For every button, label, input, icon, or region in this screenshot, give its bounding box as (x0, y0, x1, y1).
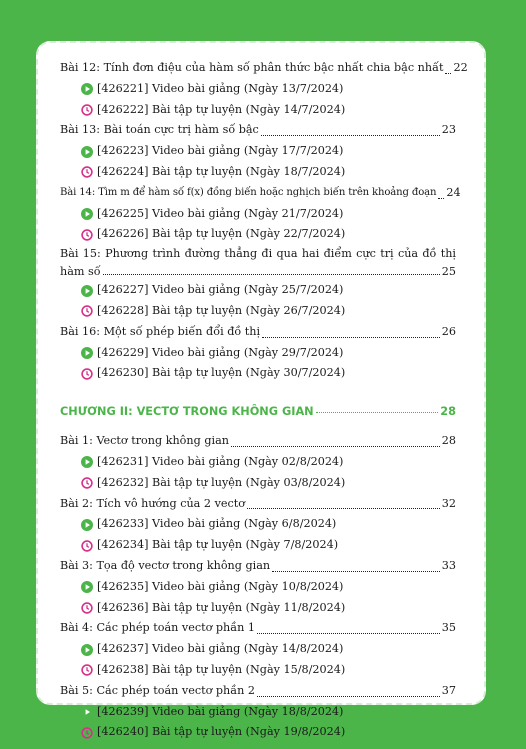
lesson-title: Bài 3: Tọa độ vectơ trong không gian (60, 558, 271, 572)
dot-leader (445, 73, 451, 74)
exercise-item-label: [426232] Bài tập tự luyện (Ngày 03/8/2024) (97, 475, 346, 489)
clock-icon (81, 368, 93, 380)
dot-leader (247, 508, 440, 509)
video-item[interactable] (60, 452, 456, 473)
video-item-label: [426231] Video bài giảng (Ngày 02/8/2024) (97, 454, 344, 468)
dot-leader (103, 274, 440, 275)
lesson-title-line1: Bài 15: Phương trình đường thẳng đi qua hai điểm cực trị của đồ thị (60, 247, 456, 261)
dot-leader (231, 446, 440, 447)
clock-icon (81, 229, 93, 241)
toc-entry[interactable] (60, 322, 456, 343)
toc-entry[interactable] (60, 494, 456, 515)
video-item[interactable] (60, 514, 456, 535)
chapter-heading[interactable] (60, 398, 456, 418)
lesson-title: Bài 12: Tính đơn điệu của hàm số phân thức bậc nhất chia bậc nhất (60, 61, 444, 74)
play-circle-icon (81, 456, 93, 468)
exercise-item-label: [426228] Bài tập tự luyện (Ngày 26/7/2024) (97, 303, 346, 317)
lesson-title: Bài 2: Tích vô hướng của 2 vectơ (60, 496, 246, 510)
video-item-label: [426239] Video bài giảng (Ngày 18/8/2024) (97, 704, 344, 718)
video-item-label: [426221] Video bài giảng (Ngày 13/7/2024) (97, 81, 344, 95)
page-number: 33 (441, 558, 456, 572)
exercise-item-label: [426222] Bài tập tự luyện (Ngày 14/7/2024) (97, 102, 346, 116)
lesson-title: Bài 16: Một số phép biến đổi đồ thị (60, 324, 261, 338)
exercise-item[interactable] (60, 473, 456, 494)
exercise-item-label: [426238] Bài tập tự luyện (Ngày 15/8/2024) (97, 662, 346, 676)
clock-icon (81, 305, 93, 317)
exercise-item-label: [426236] Bài tập tự luyện (Ngày 11/8/2024) (97, 600, 346, 614)
exercise-item-label: [426224] Bài tập tự luyện (Ngày 18/7/2024) (97, 164, 346, 178)
exercise-item-label: [426234] Bài tập tự luyện (Ngày 7/8/2024) (97, 538, 339, 552)
clock-icon (81, 477, 93, 489)
toc-entry[interactable] (60, 245, 456, 280)
exercise-item[interactable] (60, 535, 456, 556)
page-number: 25 (441, 264, 456, 278)
lesson-title: Bài 14: Tìm m để hàm số f(x) đồng biến hoặc nghịch biến trên khoảng đoạn (60, 186, 437, 198)
clock-icon (81, 727, 93, 739)
dot-leader (257, 633, 440, 634)
page-number: 35 (441, 621, 456, 635)
toc-content (60, 58, 468, 743)
play-circle-icon (81, 347, 93, 359)
lesson-title-line2: hàm số (60, 264, 101, 278)
video-item[interactable] (60, 204, 456, 225)
play-circle-icon (81, 581, 93, 593)
exercise-item[interactable] (60, 722, 456, 743)
dot-leader (438, 198, 444, 199)
lesson-title: Bài 1: Vectơ trong không gian (60, 434, 229, 448)
exercise-item-label: [426230] Bài tập tự luyện (Ngày 30/7/2024) (97, 366, 346, 380)
toc-entry[interactable] (60, 618, 456, 639)
toc-entry[interactable] (60, 120, 456, 141)
toc-entry[interactable] (60, 556, 456, 577)
exercise-item[interactable] (60, 224, 456, 245)
clock-icon (81, 540, 93, 552)
video-item-label: [426225] Video bài giảng (Ngày 21/7/2024) (97, 206, 344, 220)
toc-page (36, 41, 486, 739)
page-number: 37 (441, 683, 456, 697)
video-item[interactable] (60, 280, 456, 301)
video-item[interactable] (60, 639, 456, 660)
exercise-item[interactable] (60, 301, 456, 322)
toc-entry[interactable] (60, 183, 461, 204)
page-number: 28 (441, 434, 456, 448)
play-circle-icon (81, 519, 93, 531)
video-item-label: [426229] Video bài giảng (Ngày 29/7/2024) (97, 345, 344, 359)
dot-leader (316, 412, 439, 413)
exercise-item[interactable] (60, 100, 456, 121)
play-circle-icon (81, 644, 93, 656)
toc-entry[interactable] (60, 58, 468, 79)
page-number: 22 (453, 61, 468, 74)
exercise-item-label: [426226] Bài tập tự luyện (Ngày 22/7/2024) (97, 227, 346, 241)
lesson-title: Bài 13: Bài toán cực trị hàm số bậc (60, 123, 259, 137)
lesson-title: Bài 4: Các phép toán vectơ phần 1 (60, 621, 255, 635)
chapter-title: CHƯƠNG II: VECTƠ TRONG KHÔNG GIAN (60, 405, 314, 419)
toc-entry[interactable] (60, 681, 456, 702)
page-number: 32 (441, 496, 456, 510)
exercise-item[interactable] (60, 363, 456, 384)
play-circle-icon (81, 285, 93, 297)
dot-leader (272, 571, 440, 572)
video-item[interactable] (60, 343, 456, 364)
lesson-title: Bài 5: Các phép toán vectơ phần 2 (60, 683, 255, 697)
play-circle-icon (81, 706, 93, 718)
exercise-item[interactable] (60, 598, 456, 619)
video-item-label: [426223] Video bài giảng (Ngày 17/7/2024) (97, 144, 344, 158)
play-circle-icon (81, 208, 93, 220)
clock-icon (81, 166, 93, 178)
dot-leader (257, 696, 440, 697)
exercise-item[interactable] (60, 660, 456, 681)
clock-icon (81, 104, 93, 116)
toc-entry[interactable] (60, 431, 456, 452)
clock-icon (81, 664, 93, 676)
play-circle-icon (81, 83, 93, 95)
exercise-item-label: [426240] Bài tập tự luyện (Ngày 19/8/2024) (97, 725, 346, 739)
chapter-page-number: 28 (440, 405, 456, 419)
video-item-label: [426237] Video bài giảng (Ngày 14/8/2024) (97, 642, 344, 656)
page-number: 24 (446, 185, 461, 199)
video-item-label: [426227] Video bài giảng (Ngày 25/7/2024) (97, 283, 344, 297)
clock-icon (81, 602, 93, 614)
page-number: 26 (441, 324, 456, 338)
dot-leader (261, 135, 440, 136)
video-item[interactable] (60, 141, 456, 162)
video-item-label: [426233] Video bài giảng (Ngày 6/8/2024) (97, 517, 337, 531)
video-item-label: [426235] Video bài giảng (Ngày 10/8/2024) (97, 579, 344, 593)
video-item[interactable] (60, 79, 456, 100)
video-item[interactable] (60, 577, 456, 598)
exercise-item[interactable] (60, 162, 456, 183)
page-number: 23 (441, 123, 456, 137)
play-circle-icon (81, 146, 93, 158)
video-item[interactable] (60, 702, 456, 723)
dot-leader (262, 337, 440, 338)
